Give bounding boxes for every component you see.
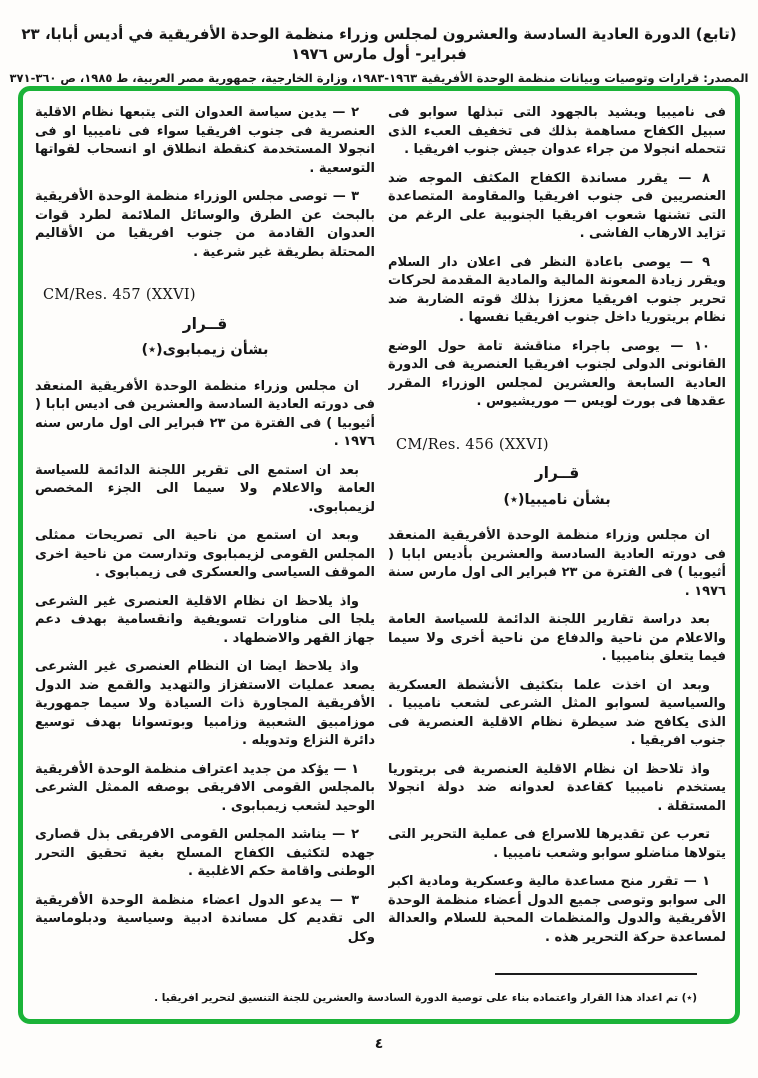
page-number: ٤ [374, 1036, 384, 1052]
paragraph: واذ يلاحظ ايضا ان النظام العنصرى غير الشرعى يصعد عمليات الاستفزاز والتهديد والقمع ضد الدول الأفريقية المجاورة ذات السيادة ولا سيما جمهورية موزامبيق الشعبية وزامبيا وبوتسوانا بهدف توسيع دائرة النزاع وتدويله . [35, 659, 375, 748]
footnote-separator [495, 973, 697, 975]
resolution-title: قــرار [182, 314, 228, 333]
resolution-subtitle: بشأن زيمبابوى(٭) [141, 342, 269, 358]
footnote-text: (٭) تم اعداد هذا القرار واعتماده بناء على توصية الدورة السادسة والعشرين للجنة التنسيق لتحرير افريقيا . [154, 992, 697, 1004]
header-title: (تابع) الدورة العادية السادسة والعشرون لمجلس وزراء منظمة الوحدة الأفريقية في أديس أبابا، ٢٣ فبراير- أول مارس ١٩٧٦ [21, 25, 737, 63]
paragraph: بعد دراسة تقارير اللجنة الدائمة للسياسة العامة والاعلام من ناحية والدفاع من ناحية أخرى ولا سيما فيما يتعلق بناميبيا . [388, 612, 726, 664]
paragraph: ٣ — توصى مجلس الوزراء منظمة الوحدة الأفريقية بالبحث عن الطرق والوسائل الملائمة لطرد قوات العدوان القادمة من جنوب افريقيا من الأقاليم المحتلة بطريقة غير شرعية . [35, 189, 375, 260]
paragraph: وبعد ان استمع من ناحية الى تصريحات ممثلى المجلس القومى لزيمبابوى وتدارست من ناحية اخرى الموقف السياسى والعسكرى فى زيمبابوى . [35, 528, 375, 580]
resolution-title: قــرار [534, 464, 580, 482]
paragraph: ١٠ — يوصى باجراء مناقشة تامة حول الوضع القانونى الدولى لجنوب افريقيا العنصرية فى الدورة العادية السابعة والعشرين لمجلس الوزراء المقرر عقدها فى بورت لويس — موريشيوس . [388, 338, 726, 409]
paragraph: واذ تلاحظ ان نظام الاقلية العنصرية فى بريتوريا يستخدم ناميبيا كقاعدة لعدوانه ضد دولة انجولا المستقلة . [388, 761, 726, 814]
column-left [35, 104, 375, 970]
paragraph: ٢ — يناشد المجلس القومى الافريقى بذل قصارى جهده لتكثيف الكفاح المسلح بغية تحقيق التحرر الوطنى واقامة حكم الاغلبية . [35, 827, 375, 879]
header-source-line: المصدر: قرارات وتوصيات وبيانات منظمة الوحدة الأفريقية ١٩٦٣-١٩٨٣، وزارة الخارجية، جمهورية مصر العربية، ط ١٩٨٥، ص ٣٦٠-٣٧١ [9, 71, 749, 85]
resolution-ref: CM/Res. 456 (XXVI) [396, 436, 549, 453]
column-right [388, 104, 726, 970]
resolution-ref: CM/Res. 457 (XXVI) [43, 287, 196, 303]
paragraph: واذ يلاحظ ان نظام الاقلية العنصرى غير الشرعى يلجا الى مناورات تسويفية وانقسامية بهدف دعم جهاز القهر والاضطهاد . [35, 593, 375, 646]
paragraph: ان مجلس وزراء منظمة الوحدة الأفريقية المنعقد فى دورته العادية السادسة والعشرين فى اديس ابابا ( أثيوبيا ) فى الفترة من ٢٣ فبراير الى اول مارس سنه ١٩٧٦ . [35, 378, 375, 449]
paragraph: ٣ — يدعو الدول اعضاء منظمة الوحدة الأفريقية الى تقديم كل مساندة ادبية وسياسية ودبلوماسية وكل [35, 892, 375, 945]
paragraph: وبعد ان اخذت علما بتكثيف الأنشطة العسكرية والسياسية لسوابو المثل الشرعى لشعب ناميبيا . الذى يكافح ضد سيطرة نظام الاقلية العنصرية فى جنوب افريقيا . [388, 677, 726, 748]
paragraph: ان مجلس وزراء منظمة الوحدة الأفريقية المنعقد فى دورته العادية السادسة والعشرين بأديس ابابا ( أثيوبيا ) فى الفترة من ٢٣ فبراير الى اول مارس سنة ١٩٧٦ . [388, 528, 726, 599]
paragraph: فى ناميبيا ويشيد بالجهود التى تبذلها سوابو فى سبيل الكفاح مساهمة بذلك فى تخفيف العبء الذى تتحمله انجولا من جراء عدوان جيش جنوب افريقيا . [388, 105, 726, 157]
paragraph: ٢ — يدين سياسة العدوان التى يتبعها نظام الاقلية العنصرية فى جنوب افريقيا سواء فى ناميبيا او فى انجولا المستخدمة كنقطة انطلاق او انسحاب لقواتها التوسعية . [35, 105, 375, 176]
page-header [8, 24, 750, 85]
paragraph: بعد ان استمع الى تقرير اللجنة الدائمة للسياسة العامة والاعلام ولا سيما الى الجزء المخصص لزيمبابوى. [35, 462, 375, 515]
document-frame [18, 86, 740, 1024]
paragraph: ٨ — يقرر مساندة الكفاح المكثف الموجه ضد العنصريين فى جنوب افريقيا والمقاومة المتصاعدة التى تشنها شعوب افريقيا الجنوبية على الرغم من تزايد الارهاب الفاشى . [388, 170, 726, 241]
paragraph: ٩ — يوصى باعادة النظر فى اعلان دار السلام ويقرر زيادة المعونة المالية والمادية المقدمة لحركات تحرير جنوب افريقيا معززا بذلك قوته الضاربة ضد نظام بريتوريا داخل جنوب افريقيا نفسها . [388, 254, 726, 325]
paragraph: ١ — يؤكد من جديد اعتراف منظمة الوحدة الأفريقية بالمجلس القومى الافريقى بوصفه الممثل الشرعى الوحيد لشعب زيمبابوى . [35, 761, 375, 814]
paragraph: تعرب عن تقديرها للاسراع فى عملية التحرير التى يتولاها مناضلو سوابو وشعب ناميبيا . [388, 827, 726, 861]
paragraph: ١ — تقرر منح مساعدة مالية وعسكرية ومادية اكبر الى سوابو وتوصى جميع الدول أعضاء منظمة الوحدة الأفريقية والدول والمنظمات المحبة للسلام والعدالة لمساعدة حركة التحرير هذه . [388, 874, 726, 945]
resolution-subtitle: بشأن ناميبيا(٭) [503, 491, 611, 508]
